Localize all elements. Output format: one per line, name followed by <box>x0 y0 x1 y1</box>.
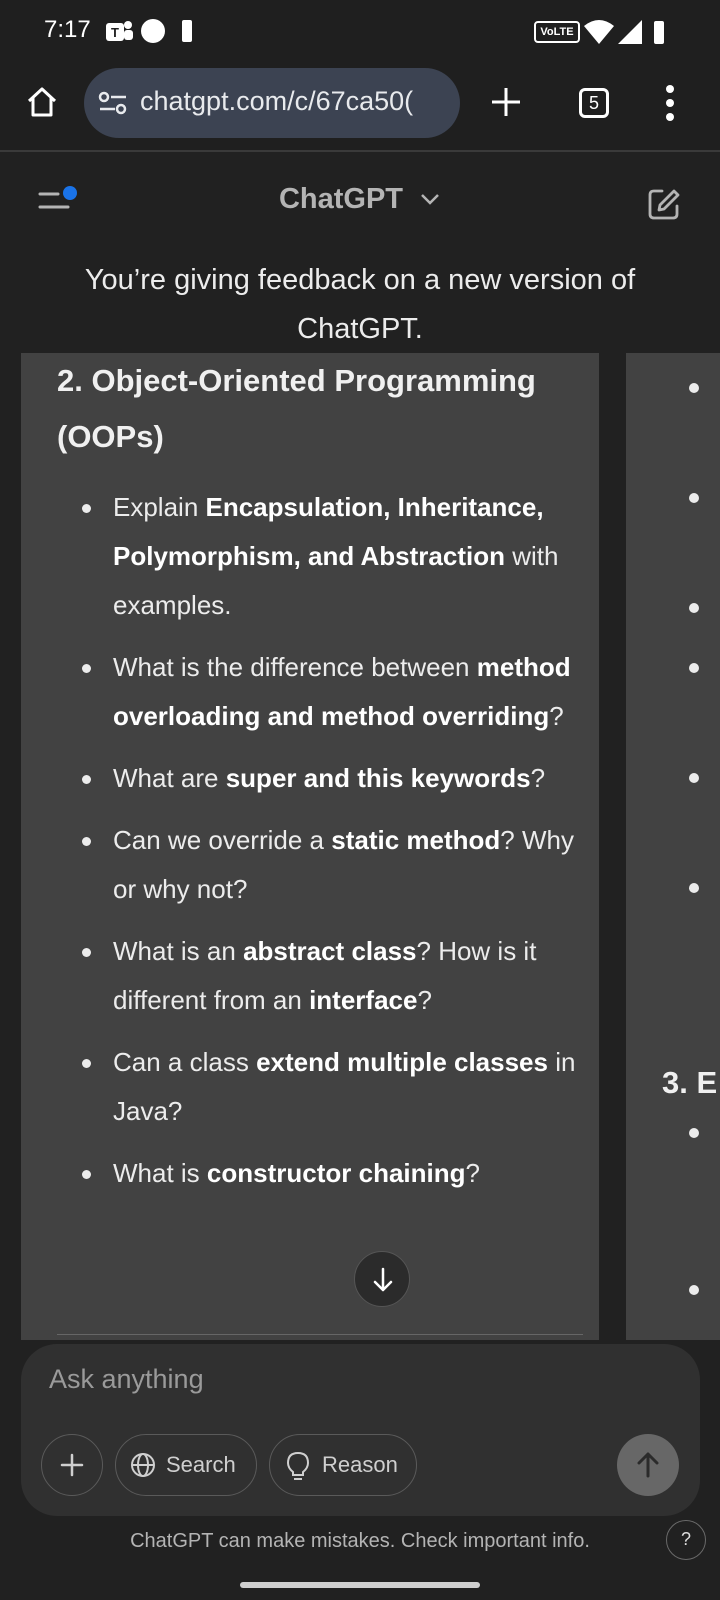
bullet-dot <box>689 773 699 783</box>
text: with examples. <box>113 541 559 620</box>
arrow-up-icon <box>617 1434 679 1496</box>
list-item <box>57 1038 587 1136</box>
attach-button[interactable] <box>41 1434 103 1496</box>
status-bar <box>0 0 720 64</box>
response-right[interactable] <box>626 353 720 1340</box>
notification-dot-icon <box>139 17 167 45</box>
chevron-down-icon <box>419 192 441 206</box>
text: What is <box>113 1158 207 1188</box>
gesture-bar[interactable] <box>240 1582 480 1588</box>
text: ? Why or why not? <box>113 825 574 904</box>
list-item <box>57 1149 587 1198</box>
bullet-dot <box>689 1128 699 1138</box>
svg-text:T: T <box>111 25 119 40</box>
tab-switcher-button[interactable]: 5 <box>579 88 609 118</box>
text: Explain <box>113 492 206 522</box>
signal-icon <box>616 18 644 46</box>
disclaimer: ChatGPT can make mistakes. Check important info. <box>130 1530 590 1552</box>
text: What is the difference between <box>113 652 477 682</box>
globe-icon <box>130 1452 156 1478</box>
message-composer[interactable] <box>21 1344 700 1516</box>
address-bar[interactable] <box>84 68 460 138</box>
feedback-banner: You’re giving feedback on a new version of ChatGPT. <box>84 264 636 345</box>
bullet-list <box>57 483 587 1211</box>
search-label: Search <box>166 1452 236 1477</box>
bold-text: Encapsulation, Inheritance, Polymorphism, and Abstraction <box>113 492 544 571</box>
battery-small-icon <box>180 18 194 44</box>
message-input[interactable]: Ask anything <box>49 1364 204 1394</box>
send-button[interactable] <box>617 1434 679 1496</box>
new-chat-icon[interactable] <box>646 186 682 222</box>
new-tab-icon[interactable] <box>488 84 524 120</box>
text: Can a class <box>113 1047 257 1077</box>
text: What are <box>113 763 226 793</box>
bold-text: static method <box>331 825 501 855</box>
text: ? <box>465 1158 480 1188</box>
bullet-dot <box>689 1285 699 1295</box>
browser-toolbar <box>0 64 720 152</box>
list-item <box>57 483 587 630</box>
bullet-dot <box>689 603 699 613</box>
search-button[interactable] <box>115 1434 257 1496</box>
section-title: 3. E <box>662 1065 718 1100</box>
list-item <box>57 927 587 1025</box>
text: Can we override a <box>113 825 332 855</box>
text: ? <box>530 763 546 793</box>
help-button[interactable]: ? <box>666 1520 706 1560</box>
bold-text: interface <box>309 985 418 1015</box>
wifi-icon <box>582 18 616 46</box>
text: in Java? <box>113 1047 576 1126</box>
scroll-down-button[interactable] <box>354 1251 410 1307</box>
text: ? <box>417 985 432 1015</box>
model-title[interactable]: ChatGPT <box>278 182 403 215</box>
battery-icon <box>652 18 666 46</box>
bold-text: constructor chaining <box>206 1158 466 1188</box>
reason-label: Reason <box>322 1452 398 1477</box>
teams-icon <box>104 17 134 47</box>
text: What is an <box>113 936 244 966</box>
url-text[interactable]: chatgpt.com/c/67ca50( <box>140 86 414 116</box>
arrow-down-icon <box>355 1252 411 1308</box>
list-item <box>57 754 587 803</box>
response-left[interactable] <box>21 353 599 1340</box>
bold-text: abstract class <box>243 936 417 966</box>
lightbulb-icon <box>286 1451 310 1481</box>
divider <box>57 1334 583 1335</box>
bullet-dot <box>689 383 699 393</box>
bullet-dot <box>689 493 699 503</box>
bullet-dot <box>689 883 699 893</box>
text: ? How is it different from an <box>113 936 537 1015</box>
section-title: 2. Object-Oriented Programming (OOPs) <box>57 363 536 454</box>
bold-text: method overloading and method overriding <box>113 652 571 731</box>
bold-text: extend multiple classes <box>256 1047 548 1077</box>
site-settings-icon[interactable] <box>98 90 128 116</box>
status-time: 7:17 <box>44 16 91 43</box>
home-icon[interactable] <box>24 84 60 120</box>
bold-text: super and this keywords <box>225 763 531 793</box>
bullet-dot <box>689 663 699 673</box>
reason-button[interactable] <box>269 1434 417 1496</box>
volte-badge: VoLTE <box>534 21 580 43</box>
menu-icon[interactable] <box>664 84 676 122</box>
model-selector[interactable] <box>0 182 720 216</box>
text: ? <box>549 701 564 731</box>
list-item <box>57 816 587 914</box>
plus-icon <box>42 1435 102 1495</box>
list-item <box>57 643 587 741</box>
